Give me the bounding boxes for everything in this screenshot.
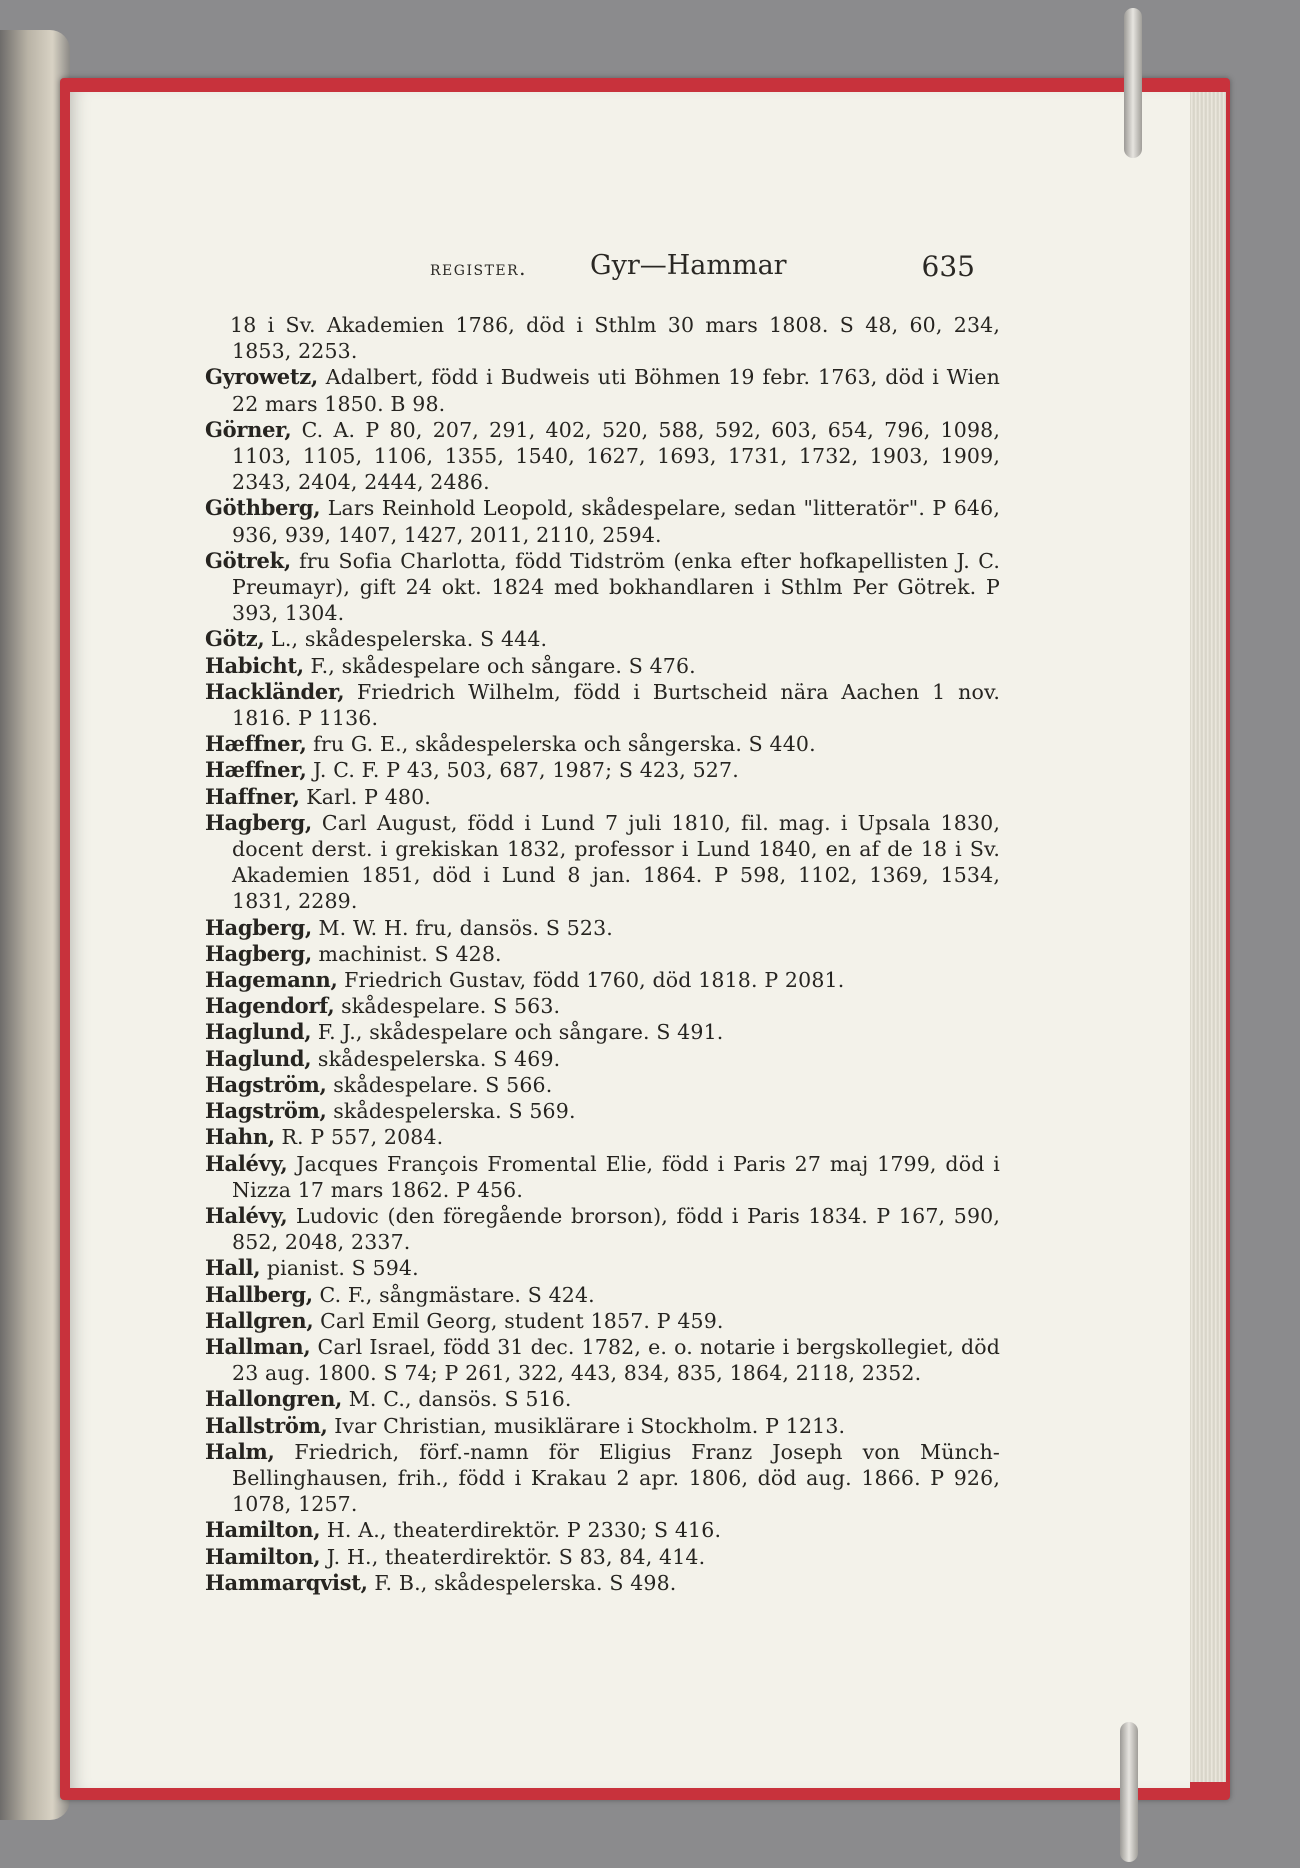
register-entry (205, 679, 1000, 731)
entry-text: Friedrich Wilhelm, född i Burtscheid nära Aachen 1 nov. 1816. P 1136. (232, 679, 1000, 731)
entry-name: Hagström, (205, 1071, 327, 1097)
entry-text: Jacques François Fromental Elie, född i Paris 27 maj 1799, död i Nizza 17 mars 1862. P 456. (232, 1151, 1000, 1202)
entry-name: Hagberg, (205, 940, 312, 966)
entry-name: Haglund, (205, 1019, 312, 1045)
register-entry (205, 1282, 1000, 1308)
entry-text: F., skådespelare och sångare. S 476. (303, 653, 696, 678)
running-head-label: register. (430, 256, 528, 280)
page-number: 635 (921, 250, 975, 283)
entry-name: Haglund, (205, 1045, 312, 1071)
register-entry (205, 1203, 1000, 1255)
entry-text: skådespelerska. S 469. (311, 1046, 561, 1071)
entry-text: F. B., skådespelerska. S 498. (367, 1570, 677, 1595)
register-entry (205, 548, 1000, 627)
entry-text: fru G. E., skådespelerska och sångerska. S 440. (306, 732, 816, 757)
register-entry (205, 731, 1000, 757)
entry-name: Habicht, (205, 652, 304, 678)
entry-name: Hagström, (205, 1098, 327, 1124)
entry-text: machinist. S 428. (311, 941, 502, 966)
entry-name: Hall, (205, 1255, 261, 1281)
running-head-range: Gyr—Hammar (590, 250, 787, 281)
entry-name: Halm, (205, 1438, 275, 1464)
entry-name: Götrek, (205, 547, 291, 573)
entry-name: Hagberg, (205, 809, 312, 835)
entry-text: skådespelare. S 563. (334, 994, 561, 1019)
register-entry (205, 1255, 1000, 1281)
entry-text: L., skådespelerska. S 444. (264, 627, 548, 652)
register-entry (205, 1413, 1000, 1439)
register-entry (205, 1386, 1000, 1412)
register-entry (205, 364, 1000, 416)
entry-name: Gyrowetz, (205, 364, 318, 390)
entry-text: R. P 557, 2084. (274, 1125, 444, 1150)
entry-name: Halévy, (205, 1150, 288, 1176)
register-entry (205, 1334, 1000, 1386)
entry-text: Karl. P 480. (299, 784, 431, 809)
register-entry (205, 1046, 1000, 1072)
entry-name: Hæffner, (205, 757, 307, 783)
entry-text: fru Sofia Charlotta, född Tidström (enka efter hofkapellisten J. C. Preumayr), gift 24 okt. 1824 med bokhandlaren i Sthlm Per Götrek. P 393, 1304. (232, 548, 1000, 626)
entry-text: J. C. F. P 43, 503, 687, 1987; S 423, 527. (306, 758, 739, 783)
register-entry (205, 810, 1000, 915)
register-entry (205, 1570, 1000, 1596)
entry-name: Hamilton, (205, 1543, 321, 1569)
entry-name: Hæffner, (205, 731, 307, 757)
entry-name: Hagberg, (205, 914, 312, 940)
entry-text: Friedrich Gustav, född 1760, död 1818. P 2081. (337, 968, 845, 993)
register-entry (205, 967, 1000, 993)
register-entry (205, 784, 1000, 810)
register-entry (205, 941, 1000, 967)
register-entry (205, 417, 1000, 496)
entry-name: Hahn, (205, 1124, 275, 1150)
entry-name: Götz, (205, 626, 265, 652)
entry-name: Haffner, (205, 783, 300, 809)
register-entry (205, 1151, 1000, 1203)
entry-name: Halévy, (205, 1202, 288, 1228)
entry-name: Hallberg, (205, 1281, 313, 1307)
entry-name: Hagendorf, (205, 993, 335, 1019)
entry-text: Ivar Christian, musiklärare i Stockholm. P 1213. (327, 1413, 846, 1438)
register-entry (205, 312, 1000, 364)
entry-text: Lars Reinhold Leopold, skådespelare, sedan "litteratör". P 646, 936, 939, 1407, 1427, 2011, 2110, 2594. (232, 496, 1000, 547)
register-entry (205, 653, 1000, 679)
running-head (430, 250, 975, 290)
register-entry (205, 993, 1000, 1019)
entry-text: Friedrich, förf.-namn för Eligius Franz Joseph von Münch-Bellinghausen, frih., född i Krakau 2 apr. 1806, död aug. 1866. P 926, 1078, 1257. (232, 1439, 1000, 1517)
entry-text: Carl August, född i Lund 7 juli 1810, fil. mag. i Upsala 1830, docent derst. i grekiskan 1832, professor i Lund 1840, en af de 18 i Sv. Akademien 1851, död i Lund 8 jan. 1864. P 598, 1102, 1369, 1534, 1831, 2289. (232, 810, 1000, 914)
entry-name: Hallongren, (205, 1386, 343, 1412)
entry-text: C. F., sångmästare. S 424. (312, 1282, 595, 1307)
entry-name: Hamilton, (205, 1517, 321, 1543)
entry-name: Hammarqvist, (205, 1569, 368, 1595)
entry-name: Görner, (205, 416, 292, 442)
entry-text: Carl Israel, född 31 dec. 1782, e. o. notarie i bergskollegiet, död 23 aug. 1800. S 74; P 261, 322, 443, 834, 835, 1864, 2118, 2352. (232, 1334, 1000, 1386)
entry-text: Carl Emil Georg, student 1857. P 459. (313, 1308, 724, 1333)
entry-text: M. C., dansös. S 516. (342, 1387, 572, 1412)
entry-text: F. J., skådespelare och sångare. S 491. (311, 1020, 724, 1045)
entry-text: Ludovic (den föregående brorson), född i Paris 1834. P 167, 590, 852, 2048, 2337. (232, 1203, 1000, 1255)
entry-name: Hagemann, (205, 967, 338, 993)
entry-text: skådespelare. S 566. (326, 1072, 553, 1097)
entry-text: pianist. S 594. (260, 1256, 419, 1281)
register-entry (205, 495, 1000, 547)
entry-name: Hackländer, (205, 678, 345, 704)
entry-text: 18 i Sv. Akademien 1786, död i Sthlm 30 mars 1808. S 48, 60, 234, 1853, 2253. (230, 313, 1000, 364)
register-entry (205, 1544, 1000, 1570)
page-clip-bottom (1120, 1722, 1138, 1862)
register-entry (205, 915, 1000, 941)
register-entries (205, 312, 1000, 1596)
entry-name: Göthberg, (205, 495, 321, 521)
entry-text: J. H., theaterdirektör. S 83, 84, 414. (320, 1544, 706, 1569)
entry-text: M. W. H. fru, dansös. S 523. (311, 915, 613, 940)
register-entry (205, 1439, 1000, 1518)
register-entry (205, 757, 1000, 783)
page-clip-top (1124, 8, 1142, 158)
register-entry (205, 1098, 1000, 1124)
entry-text: H. A., theaterdirektör. P 2330; S 416. (320, 1518, 722, 1543)
register-entry (205, 626, 1000, 652)
register-entry (205, 1308, 1000, 1334)
entry-name: Hallgren, (205, 1307, 314, 1333)
register-entry (205, 1517, 1000, 1543)
register-entry (205, 1072, 1000, 1098)
entry-text: Adalbert, född i Budweis uti Böhmen 19 febr. 1763, död i Wien 22 mars 1850. B 98. (232, 365, 1000, 416)
entry-name: Hallman, (205, 1333, 311, 1359)
entry-text: C. A. P 80, 207, 291, 402, 520, 588, 592, 603, 654, 796, 1098, 1103, 1105, 1106, 1355, 1540, 1627, 1693, 1731, 1732, 1903, 1909, 2343, 2404, 2444, 2486. (232, 417, 1000, 495)
register-entry (205, 1019, 1000, 1045)
register-entry (205, 1124, 1000, 1150)
entry-name: Hallström, (205, 1412, 328, 1438)
entry-text: skådespelerska. S 569. (326, 1099, 576, 1124)
